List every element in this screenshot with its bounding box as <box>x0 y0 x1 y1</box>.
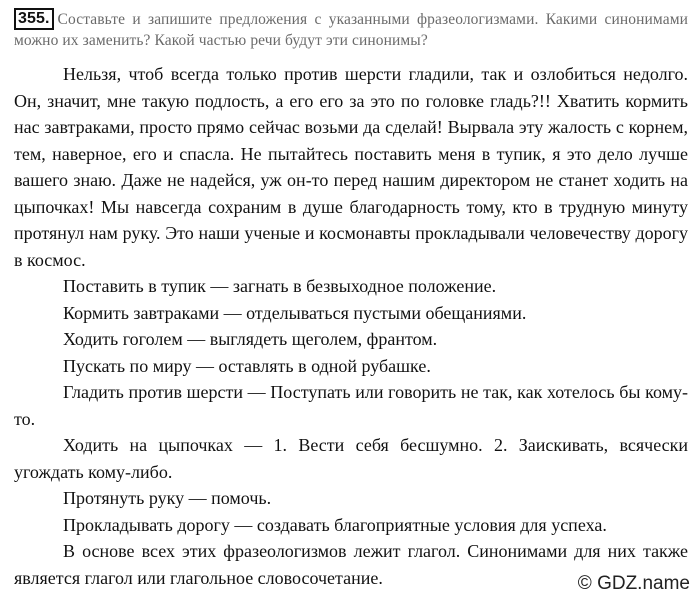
page-content <box>14 8 688 591</box>
definition-line: Кормить завтраками — отделываться пустыми обещаниями. <box>63 302 527 323</box>
conclusion-paragraph: В основе всех этих фразеологизмов лежит глагол. Синонимами для них также является глагол или глагольное словосочетание. <box>14 541 688 588</box>
watermark: © GDZ.name <box>577 573 690 594</box>
task-statement <box>14 8 688 51</box>
definition-line: Ходить на цыпочках — 1. Вести себя бесшумно. 2. Заискивать, всячески угождать кому-либо. <box>14 435 688 482</box>
task-text: Составьте и запишите предложения с указанными фразеологизмами. Какими синонимами можно их заменить? Какой частью речи будут эти синонимы? <box>14 11 688 49</box>
definition-line: Прокладывать дорогу — создавать благоприятные условия для успеха. <box>63 514 607 535</box>
definition-line: Ходить гоголем — выглядеть щеголем, франтом. <box>63 329 438 349</box>
definition-line: Гладить против шерсти — Поступать или говорить не так, как хотелось бы кому-то. <box>14 382 688 429</box>
definition-line: Пускать по миру — оставлять в одной рубашке. <box>63 355 431 376</box>
task-number: 355. <box>14 8 54 30</box>
definition-line: Протянуть руку — помочь. <box>63 488 272 508</box>
definition-line: Поставить в тупик — загнать в безвыходное положение. <box>63 276 497 296</box>
main-paragraph: Нельзя, чтоб всегда только против шерсти гладили, так и озлобиться недолго. Он, значит, мне такую подлость, а его его за это по головке гладь?!! Хватить кормить нас завтраками, просто прямо сейчас возьми да сделай! Вырвала эту жалость с корнем, тем, наверное, его и спасла. Не пытайтесь поставить меня в тупик, я это дело лучше вашего знаю. Даже не надейся, уж он-то перед нашим директором не станет ходить на цыпочках! Мы навсегда сохраним в душе благодарность тому, кто в трудную минуту протянул нам руку. Это наши ученые и космонавты прокладывали человечеству дорогу в космос. <box>14 64 688 270</box>
